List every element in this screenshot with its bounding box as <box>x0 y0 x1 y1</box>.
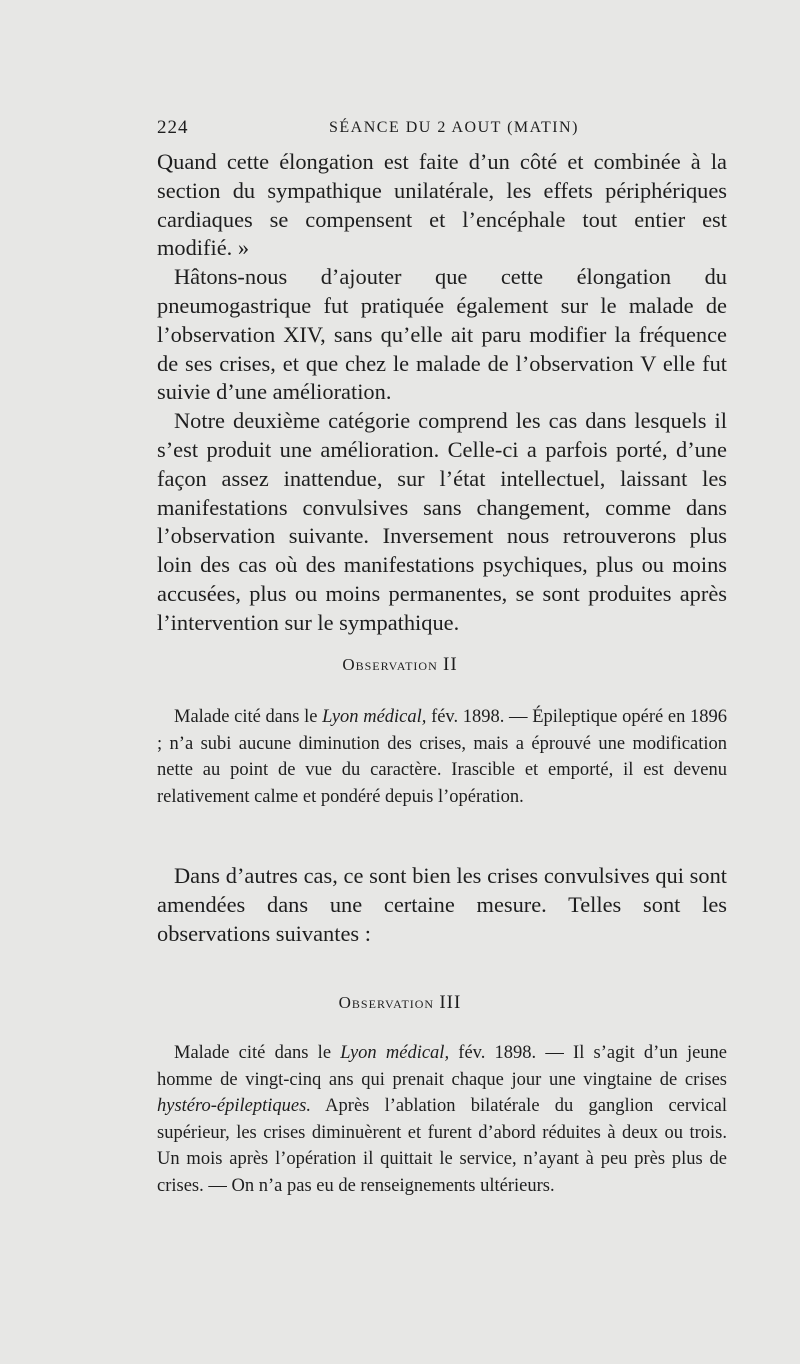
journal-title: Lyon médical, <box>340 1043 450 1063</box>
observation-number: II <box>443 654 458 675</box>
paragraph: Hâtons-nous d’ajouter que cette élongation du pneumogastrique fut pratiquée également sur le malade de l’observation XIV, sans qu’elle ait paru modifier la fréquence de ses crises, et que chez le malade de l’observation V elle fut suivie d’une amélioration. <box>157 264 727 405</box>
text-rest: Après l’ablation bilatérale du ganglion cervical supérieur, les crises diminuèrent et furent d’abord réduites à deux ou trois. Un mois après l’opération il quittait le service, n’ayant à peu près plus de crises. — On n’a pas eu de renseignements ultérieurs. <box>157 1096 727 1196</box>
running-head: SÉANCE DU 2 AOUT (MATIN) <box>329 119 579 136</box>
observation-3-text <box>157 1040 727 1199</box>
page-number: 224 <box>157 117 189 138</box>
paragraph: Dans d’autres cas, ce sont bien les crises convulsives qui sont amendées dans une certaine mesure. Telles sont les observations suivantes : <box>157 863 727 946</box>
paragraph: Notre deuxième catégorie comprend les cas dans lesquels il s’est produit une amélioration. Celle-ci a parfois porté, d’une façon assez inattendue, sur l’état intellectuel, laissant les manifestations convulsives sans changement, comme dans l’observation suivante. Inversement nous retrouverons plus loin des cas où des manifestations psychiques, plus ou moins accusées, plus ou moins permanentes, se sont produites après l’intervention sur le sympathique. <box>157 408 727 635</box>
italic-term: hystéro-épileptiques. <box>157 1096 311 1116</box>
text-mid: fév. 1898. — Il s’agit d’un jeune homme de vingt-cinq ans qui prenait chaque jour une vingtaine de crises <box>157 1043 728 1090</box>
observation-heading <box>0 654 800 676</box>
body-section-1 <box>157 148 727 638</box>
text-lead: Malade cité dans le <box>174 707 318 727</box>
observation-label: Observation <box>338 993 435 1012</box>
body-section-2 <box>157 862 727 948</box>
observation-label: Observation <box>342 655 438 674</box>
paragraph: Quand cette élongation est faite d’un côté et combinée à la section du sympathique unilatérale, les effets périphériques cardiaques se compensent et l’encéphale tout entier est modifié. » <box>157 149 727 261</box>
observation-heading <box>0 992 800 1014</box>
journal-title: Lyon médical, <box>322 707 427 727</box>
paragraph <box>157 1040 727 1199</box>
text-rest: fév. 1898. — Épileptique opéré en 1896 ; n’a subi aucune diminution des crises, mais a éprouvé une modification nette au point de vue du caractère. Irascible et emporté, il est devenu relativement calme et pondéré depuis l’opération. <box>157 707 728 807</box>
paragraph <box>157 704 727 810</box>
observation-2-text <box>157 704 727 810</box>
page-header <box>157 117 727 145</box>
observation-number: III <box>439 992 462 1013</box>
text-lead: Malade cité dans le <box>174 1043 332 1063</box>
